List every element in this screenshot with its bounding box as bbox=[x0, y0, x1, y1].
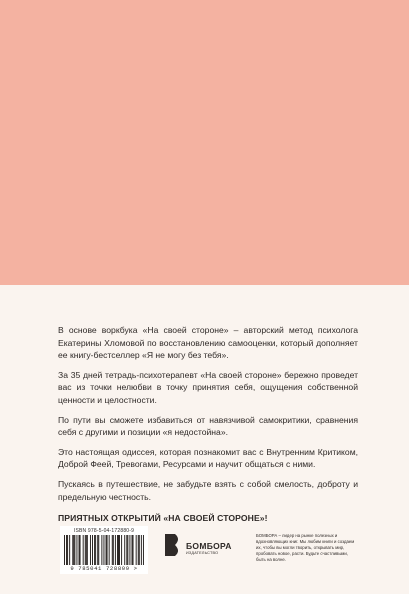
publisher-logo bbox=[164, 533, 244, 563]
barcode bbox=[60, 526, 148, 574]
bombora-logo-icon bbox=[164, 533, 182, 557]
publisher-note: БОМБОРА – лидер на рынке полезных и вдохновляющих книг. Мы любим книги и создаем их, чтобы вы могли творить, открывать мир, пробовать новое, расти. Будьте счастливыми, быть на волне. bbox=[256, 533, 355, 562]
paragraph-4: Это настоящая одиссея, которая познакомит вас с Внутренним Критиком, Доброй Феей, Тревогами, Ресурсами и научит общаться с ними. bbox=[58, 446, 358, 470]
cover-color-band bbox=[0, 0, 409, 285]
barcode-bars bbox=[64, 535, 144, 565]
publisher-subtitle: ИЗДАТЕЛЬСТВО bbox=[186, 551, 219, 555]
closing-line: ПРИЯТНЫХ ОТКРЫТИЙ «НА СВОЕЙ СТОРОНЕ»! bbox=[58, 513, 268, 524]
publisher-name: БОМБОРА bbox=[186, 541, 232, 551]
paragraph-5: Пускаясь в путешествие, не забудьте взять с собой смелость, доброту и предельную честность. bbox=[58, 478, 358, 502]
isbn-label: ISBN 978-5-04-172880-9 bbox=[73, 528, 135, 534]
annotation-text bbox=[58, 324, 358, 523]
paragraph-3: По пути вы сможете избавиться от навязчивой самокритики, сравнения себя с другими и позиции «я недостойна». bbox=[58, 414, 358, 438]
paragraph-2: За 35 дней тетрадь-психотерапевт «На своей стороне» бережно проведет вас из точки нелюбви в точку принятия себя, ощущения собственной ценности и целостности. bbox=[58, 369, 358, 405]
barcode-digits: 9 785041 728809 > bbox=[70, 565, 138, 572]
paragraph-1: В основе воркбука «На своей стороне» – авторский метод психолога Екатерины Хломовой по восстановлению самооценки, который дополняет ее книгу-бестселлер «Я не могу без тебя». bbox=[58, 325, 358, 361]
